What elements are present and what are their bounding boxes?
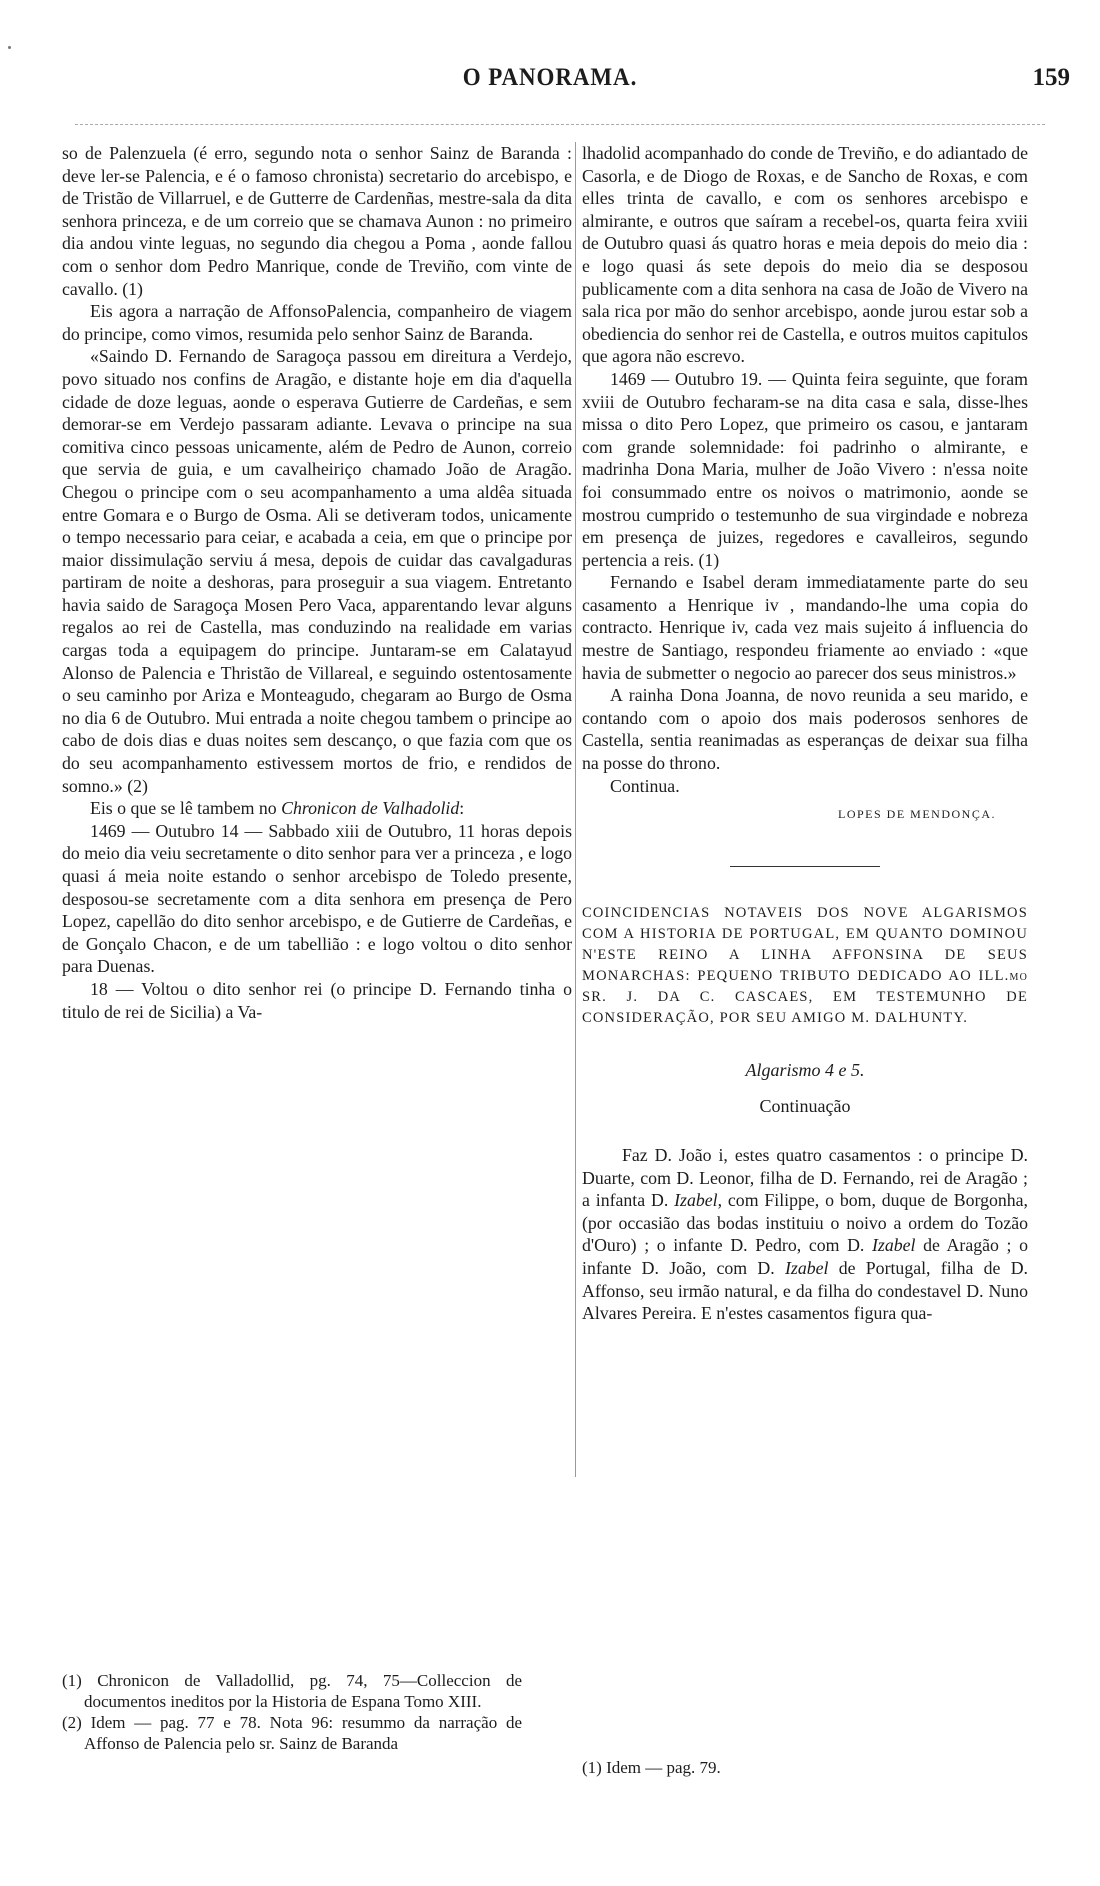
paragraph: 1469 — Outubro 19. — Quinta feira seguinte, que foram xviii de Outubro fecharam-se na dita casa e sala, disse-lhes missa o dito Pero Lopez, que primeiro os casou, e jantaram com grande solemnidade: foi padrinho o almirante, e madrinha Dona Maria, mulher de João Vivero : n'essa noite foi consummado entre os noivos o matrimonio, aonde se mostrou cumprido o testemunho de sua virgindade e nobreza em presença de juizes, regedores e cavalleiros, segundo pertencia a reis. (1) <box>582 368 1028 570</box>
left-column <box>62 142 572 1023</box>
footnote: (1) Chronicon de Valladollid, pg. 74, 75—Colleccion de documentos ineditos por la Historia de Espana Tomo XIII. <box>62 1671 522 1711</box>
paragraph: «Saindo D. Fernando de Saragoça passou em direitura a Verdejo, povo situado nos confins de Aragão, e distante hoje em dia d'aquella cidade de doze leguas, aonde o esperava Gutierre de Cardeñas, e sem demorar-se em Verdejo passaram adiante. Levava o principe na sua comitiva cinco pessoas unicamente, além de Pedro de Aunon, correio que servia de guia, e um cavalheiriço chamado João de Aragão. Chegou o principe com o seu acompanhamento a uma aldêa situada entre Gomara e o Burgo de Osma. Ali se detiveram todos, unicamente o tempo necessario para ceiar, e acabada a ceia, em que o principe por maior dissimulação serviu á mesa, depois de cuidar das cavalgaduras partiram de noite a deshoras, para proseguir a sua viagem. Entretanto havia saido de Saragoça Mosen Pero Vaca, apparentando levar alguns regalos ao rei de Castella, mas conduzindo na realidade em varias cargas toda a equipagem do principe. Juntaram-se em Calatayud Alonso de Palencia e Thristão de Villareal, e seguindo ostentosamente o seu caminho por Ariza e Monteagudo, chegaram ao Burgo de Osma no dia 6 de Outubro. Mui entrada a noite chegou tambem o principe ao cabo de dois dias e duas noites sem descanço, o que fazia com que os do seu acompanhamento estivessem mortos de frio, e rendidos de somno.» (2) <box>62 346 572 796</box>
text-run: Eis o que se lê tambem no <box>90 798 282 819</box>
section-subheading-continuation: Continuação <box>759 1096 851 1117</box>
right-footnotes <box>582 1757 1012 1778</box>
paragraph: Fernando e Isabel deram immediatamente parte do seu casamento a Henrique iv , mandando-lhe uma copia do contracto. Henrique iv, cada vez mais sujeito á influencia do mestre de Santiago, respondeu friamente ao enviado : «que havia de submetter o negocio ao parecer dos seus ministros.» <box>582 572 1028 683</box>
paragraph: so de Palenzuela (é erro, segundo nota o senhor Sainz de Baranda : deve ler-se Palencia, e é o famoso chronista) secretario do arcebispo, e de Tristão de Villarruel, e de Gutterre de Cardenñas, mestre-sala da dita senhora princeza, e de um correio que se chamava Aunon : no primeiro dia andou vinte leguas, no segundo dia chegou a Poma , aonde fallou com o senhor dom Pedro Manrique, conde de Treviño, com vinte de cavallo. (1) <box>62 143 572 299</box>
paragraph: 1469 — Outubro 14 — Sabbado xiii de Outubro, 11 horas depois do meio dia veiu secretamente o dito senhor para ver a princeza , e logo quasi á meia noite estando o senhor arcebispo de Toledo presente, desposou-se secretamente com a dita senhora em presença de Pero Lopez, capellão do dito senhor arcebispo, e de Gutierre de Cardeñas, e de Gonçalo Chacon, e de um tabellião : e logo voltou o dito senhor para Duenas. <box>62 820 573 977</box>
text-run: de Portugal, filha de D. Affonso, seu irmão natural, e da filha do condestavel D. Nuno Alvares Pereira. E n'estes casamentos figura qua- <box>582 1257 1028 1324</box>
italic-name: Izabel <box>784 1257 829 1278</box>
article-heading: COINCIDENCIAS NOTAVEIS DOS NOVE ALGARISMOS COM A HISTORIA DE PORTUGAL, EM QUANTO DOMINOU N'ESTE REINO A LINHA AFFONSINA DE SEUS MONARCHAS: PEQUENO TRIBUTO DEDICADO AO ILL.mo SR. J. DA C. CASCAES, EM TESTEMUNHO DE CONSIDERAÇÃO, POR SEU AMIGO M. DALHUNTY. <box>582 904 1028 1026</box>
paragraph: A rainha Dona Joanna, de novo reunida a seu marido, e contando com o apoio dos mais poderosos senhores de Castella, sentia reanimadas as esperanças de deixar sua filha na posse do throno. <box>582 685 1028 774</box>
italic-name: Izabel <box>872 1235 916 1256</box>
header-rule <box>75 124 1045 125</box>
paragraph <box>582 1144 1028 1325</box>
text-run: , com Filippe, o bom, duque de Borgonha, (por occasião das bodas instituiu o noivo a ordem do Tozão d'Ouro) ; o infante D. Pedro, com D. <box>582 1190 1028 1256</box>
page-header-title: O PANORAMA. <box>462 64 638 91</box>
author-signature: LOPES DE MENDONÇA. <box>837 807 996 822</box>
section-subheading: Algarismo 4 e 5. <box>745 1059 865 1080</box>
text-run: : <box>459 798 465 819</box>
text-run: Faz D. João i, estes quatro casamentos : o principe D. Duarte, com D. Leonor, filha de D. Fernando, rei de Aragão ; a infanta D. <box>582 1145 1028 1211</box>
article-separator <box>730 866 880 867</box>
text-run: de Aragão ; o infante D. João, com D. <box>582 1235 1028 1278</box>
italic-name: Izabel <box>674 1190 718 1211</box>
left-footnotes <box>62 1670 522 1754</box>
print-speck <box>8 46 11 49</box>
page-number: 159 <box>1032 64 1070 91</box>
right-column <box>582 142 1028 1325</box>
paragraph: 18 — Voltou o dito senhor rei (o principe D. Fernando tinha o titulo de rei de Sicilia) a Va- <box>62 978 572 1022</box>
column-divider <box>575 142 576 1477</box>
paragraph: lhadolid acompanhado do conde de Treviño, e do adiantado de Casorla, e de Diogo de Roxas, e de Sancho de Roxas, e com elles trinta de cavallo, e com os senhores arcebispo e almirante, e outros que saíram a recebel-os, quarta feira xviii de Outubro quasi ás quatro horas e meia depois do meio dia : e logo quasi ás sete depois do meio dia se desposou publicamente com a dita senhora na casa de João de Vivero na sala rica por mão do senhor arcebispo, aonde jurou estar sob a obediencia do senhor rei de Castella, e outros muitos capitulos que agora não escrevo. <box>582 143 1028 367</box>
continua-note: Continua. <box>610 775 680 796</box>
footnote: (1) Idem — pag. 79. <box>582 1758 721 1777</box>
paragraph: Eis agora a narração de AffonsoPalencia, companheiro de viagem do principe, como vimos, resumida pelo senhor Sainz de Baranda. <box>62 301 572 344</box>
footnote: (2) Idem — pag. 77 e 78. Nota 96: resummo da narração de Affonso de Palencia pelo sr. Sainz de Baranda <box>62 1713 522 1753</box>
paragraph <box>62 797 572 820</box>
italic-title: Chronicon de Valhadolid <box>281 798 460 819</box>
